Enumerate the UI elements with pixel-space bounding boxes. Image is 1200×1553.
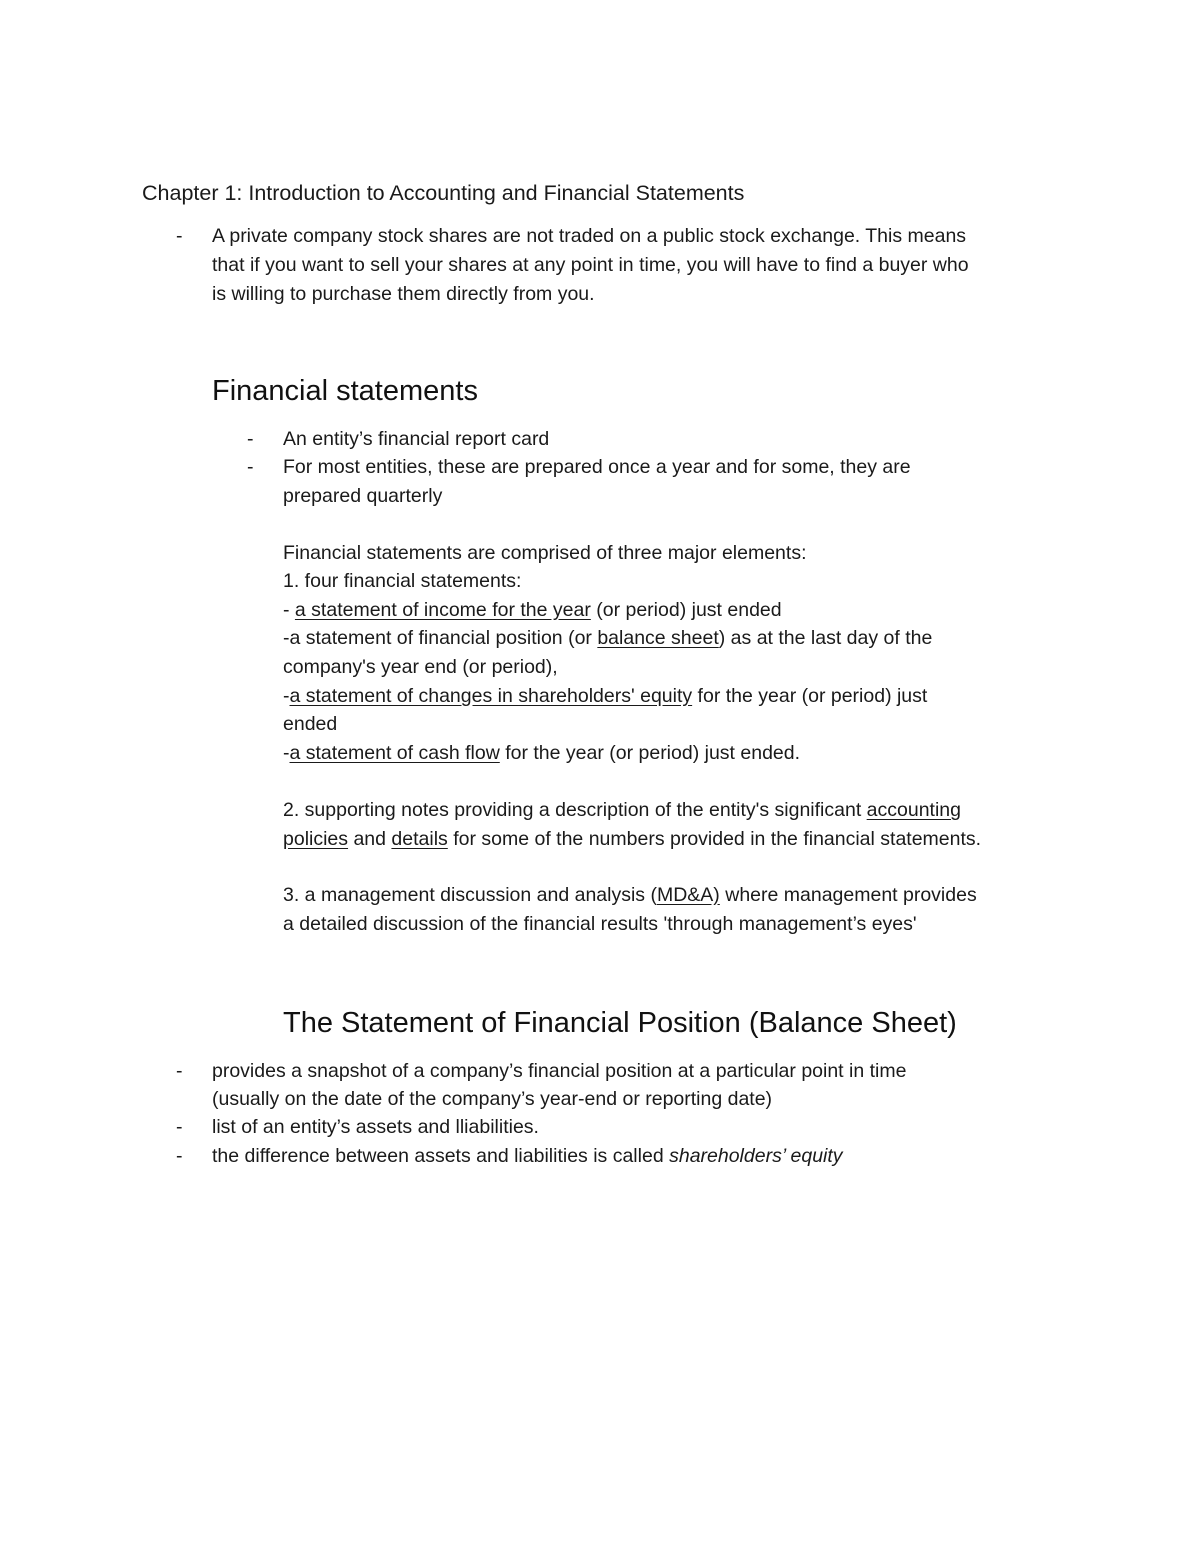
- statement-equity-prefix: -: [283, 685, 290, 707]
- sfp-bullet-3-dash: -: [176, 1145, 183, 1167]
- sfp-bullet-1-dash: -: [176, 1060, 183, 1082]
- mdna-term: MD&A): [656, 884, 720, 906]
- item-1-title: 1. four financial statements:: [283, 570, 522, 592]
- statement-income-line: [283, 596, 782, 624]
- item-2-prefix: 2. supporting notes providing a description of the entity's significant: [283, 799, 867, 821]
- statement-position-line: [283, 624, 932, 652]
- statement-position-line-2: company's year end (or period),: [283, 656, 558, 678]
- intro-line-3: is willing to purchase them directly from you.: [212, 283, 595, 305]
- statement-equity-suffix: for the year (or period) just: [692, 685, 928, 707]
- statement-cashflow-line: [283, 739, 800, 767]
- statement-cashflow-suffix: for the year (or period) just ended.: [499, 742, 801, 764]
- fs-bullet-1-line-1: An entity’s financial report card: [283, 428, 550, 450]
- item-3-suffix: where management provides: [719, 884, 977, 906]
- fs-bullet-2-line-1: For most entities, these are prepared once a year and for some, they are: [283, 456, 911, 478]
- sfp-heading: The Statement of Financial Position (Balance Sheet): [283, 1007, 957, 1039]
- shareholders-equity-term: shareholders’ equity: [669, 1145, 843, 1167]
- policies-term: policies: [283, 828, 349, 850]
- statement-position-prefix: -a statement of financial position (or: [283, 627, 598, 649]
- fs-bullet-2-line-2: prepared quarterly: [283, 485, 443, 507]
- sfp-bullet-3-prefix: the difference between assets and liabilities is called: [212, 1145, 670, 1167]
- balance-sheet-term: balance sheet: [597, 627, 719, 649]
- accounting-term: accounting: [866, 799, 961, 821]
- statement-equity-line-2: ended: [283, 713, 338, 735]
- sfp-bullet-3-line-1: [212, 1142, 843, 1170]
- financial-statements-heading: Financial statements: [212, 375, 478, 407]
- item-2-line-1: [283, 796, 961, 824]
- statement-cashflow-prefix: -: [283, 742, 290, 764]
- elements-intro: Financial statements are comprised of three major elements:: [283, 542, 807, 564]
- item-2-suffix: for some of the numbers provided in the financial statements.: [447, 828, 982, 850]
- sfp-bullet-2-dash: -: [176, 1116, 183, 1138]
- statement-position-suffix: ) as at the last day of the: [718, 627, 933, 649]
- fs-bullet-1-dash: -: [247, 428, 254, 450]
- chapter-title: Chapter 1: Introduction to Accounting and Financial Statements: [142, 181, 745, 205]
- statement-income-prefix: -: [283, 599, 295, 621]
- statement-income-link: a statement of income for the year: [294, 599, 591, 621]
- details-term: details: [391, 828, 448, 850]
- item-2-mid: and: [348, 828, 392, 850]
- sfp-bullet-1-line-1: provides a snapshot of a company’s financial position at a particular point in time: [212, 1060, 907, 1082]
- sfp-bullet-1-line-2: (usually on the date of the company’s year-end or reporting date): [212, 1088, 773, 1110]
- fs-bullet-2-dash: -: [247, 456, 254, 478]
- item-3-line-1: [283, 881, 977, 909]
- item-3-prefix: 3. a management discussion and analysis (: [283, 884, 657, 906]
- intro-line-1: A private company stock shares are not traded on a public stock exchange. This means: [212, 225, 967, 247]
- statement-equity-term: a statement of changes in shareholders' equity: [289, 685, 693, 707]
- intro-line-2: that if you want to sell your shares at any point in time, you will have to find a buyer who: [212, 254, 969, 276]
- statement-income-suffix: (or period) just ended: [590, 599, 782, 621]
- statement-equity-line: [283, 682, 927, 710]
- item-2-line-2: [283, 825, 981, 853]
- item-3-line-2: a detailed discussion of the financial results 'through management’s eyes': [283, 913, 917, 935]
- sfp-bullet-2-line-1: list of an entity’s assets and lliabilities.: [212, 1116, 539, 1138]
- statement-cashflow-term: a statement of cash flow: [289, 742, 500, 764]
- intro-bullet-dash: -: [176, 225, 183, 247]
